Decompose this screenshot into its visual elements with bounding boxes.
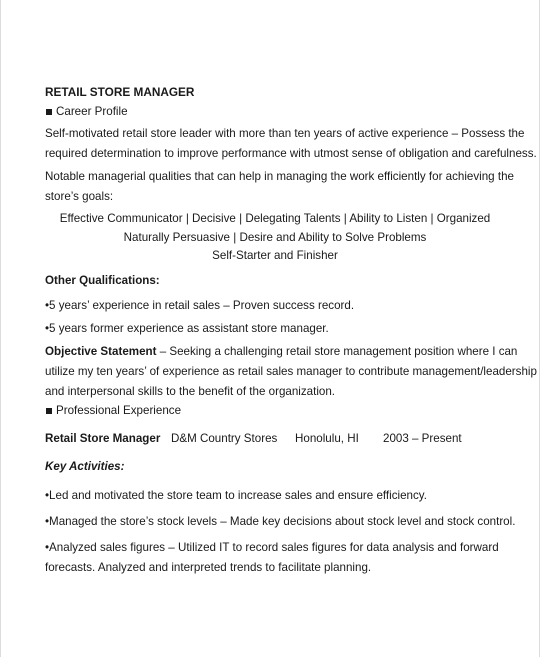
qualification-item: •5 years’ experience in retail sales – Proven success record. (45, 298, 355, 312)
activity-line: •Analyzed sales figures – Utilized IT to record sales figures for data analysis and forward (45, 540, 499, 554)
objective-line: utilize my ten years’ of experience as retail sales manager to contribute management/leadership (45, 364, 537, 378)
professional-experience-label: Professional Experience (56, 403, 182, 417)
other-qualifications-heading: Other Qualifications: (45, 273, 160, 287)
qualities-paragraph (45, 167, 514, 207)
job-company: D&M Country Stores (171, 431, 278, 445)
profile-paragraph (45, 124, 537, 164)
activity-item: •Managed the store’s stock levels – Made key decisions about stock level and stock control. (45, 514, 516, 528)
career-profile-heading (45, 103, 505, 121)
professional-experience-heading (45, 402, 505, 420)
profile-line: Self-motivated retail store leader with more than ten years of active experience – Possess the (45, 127, 525, 140)
objective-line (45, 342, 518, 362)
qualities-line: store’s goals: (45, 190, 114, 203)
resume-title: RETAIL STORE MANAGER (45, 85, 195, 99)
square-bullet-icon (46, 109, 52, 115)
objective-line: and interpersonal skills to the benefit of the organization. (45, 384, 336, 398)
skills-line: Effective Communicator | Decisive | Delegating Talents | Ability to Listen | Organized (59, 212, 491, 225)
skills-line: Self-Starter and Finisher (212, 249, 338, 262)
objective-label: Objective Statement (45, 344, 157, 358)
activity-item (45, 538, 505, 578)
activity-item: •Led and motivated the store team to increase sales and ensure efficiency. (45, 488, 427, 502)
qualification-item: •5 years former experience as assistant store manager. (45, 321, 329, 335)
job-dates: 2003 – Present (383, 431, 462, 445)
objective-statement (45, 342, 537, 402)
objective-text: – Seeking a challenging retail store management position where I can (156, 344, 518, 358)
key-activities-heading: Key Activities: (45, 459, 125, 473)
profile-line: required determination to improve performance with utmost sense of obligation and carefulness. (45, 147, 537, 160)
activity-line: forecasts. Analyzed and interpreted trends to facilitate planning. (45, 560, 372, 574)
resume-content (45, 83, 537, 578)
qualities-line: Notable managerial qualities that can help in managing the work efficiently for achieving the (45, 170, 514, 183)
square-bullet-icon (46, 408, 52, 414)
career-profile-label: Career Profile (56, 105, 128, 118)
job-location: Honolulu, HI (295, 431, 359, 445)
skills-line: Naturally Persuasive | Desire and Ability to Solve Problems (123, 230, 427, 244)
skills-block (45, 210, 505, 266)
job-position: Retail Store Manager (45, 431, 161, 445)
job-row (45, 430, 505, 448)
